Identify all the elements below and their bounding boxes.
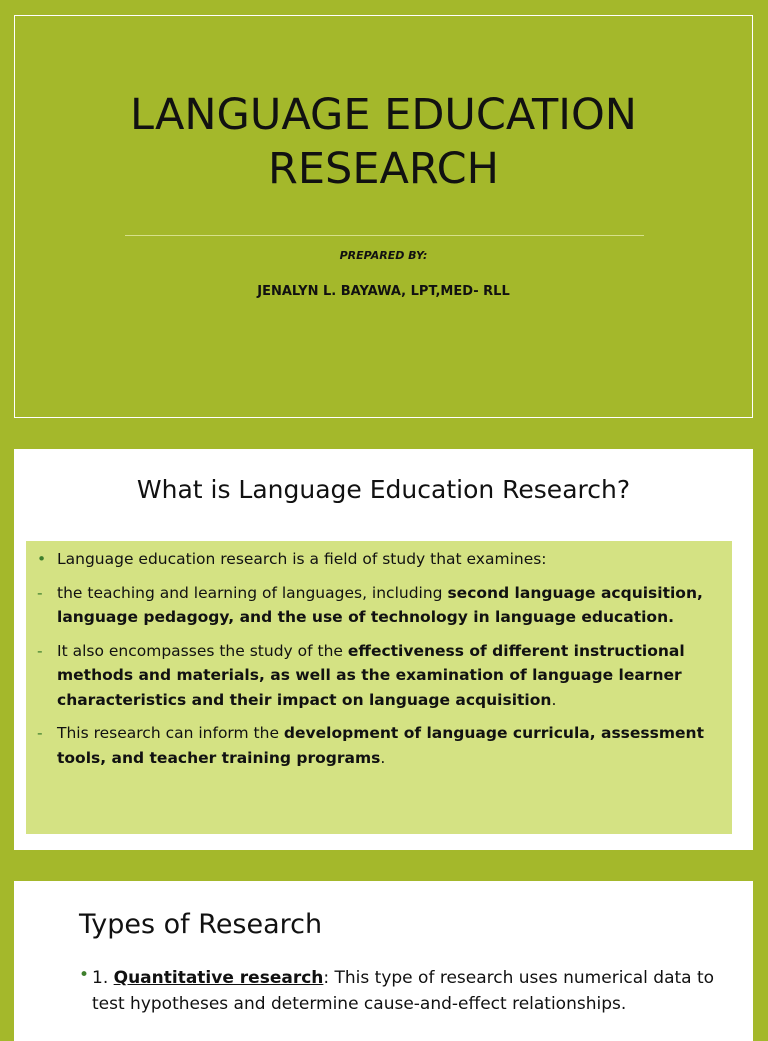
title-divider: [125, 235, 644, 236]
paragraph-text-end: .: [380, 748, 386, 767]
slide-heading: What is Language Education Research?: [136, 475, 631, 504]
dash-marker: -: [37, 641, 43, 660]
bullet-paragraph: [79, 965, 723, 1017]
paragraph-bold-text: effectiveness of different instructional methods and materials, as well as the examination of language learner characteristics and their impact on language acquisition: [57, 641, 685, 709]
bullet-paragraph: [34, 581, 724, 630]
paragraph-text: It also encompasses the study of the: [57, 641, 348, 660]
bullet-paragraph: [34, 721, 724, 770]
content-box: [26, 541, 732, 834]
item-number: 1.: [92, 968, 114, 988]
dash-marker: -: [37, 724, 43, 742]
title-line-1: LANGUAGE EDUCATION: [130, 90, 637, 140]
paragraph-bold-text: development of language curricula, assessment tools, and teacher training programs: [57, 724, 704, 767]
bullet-marker: •: [37, 550, 47, 568]
dash-marker: -: [37, 583, 43, 602]
paragraph-text: This research can inform the: [57, 724, 284, 742]
paragraph-text: : This type of research uses numerical data to test hypotheses and determine cause-and-effect relationships.: [92, 968, 715, 1014]
slide-heading: Types of Research: [79, 909, 323, 940]
bullet-paragraph: [34, 547, 724, 572]
title-slide: [14, 15, 753, 418]
paragraph-bold-text: second language acquisition, language pedagogy, and the use of technology in language education.: [57, 583, 703, 626]
author-name: JENALYN L. BAYAWA, LPT,MED- RLL: [257, 284, 510, 299]
term-quantitative-research: Quantitative research: [113, 968, 324, 988]
paragraph-text-end: .: [551, 690, 557, 709]
prepared-by-label: PREPARED BY:: [339, 249, 428, 262]
definition-slide: [14, 449, 753, 850]
paragraph-text: Language education research is a field of study that examines:: [57, 550, 547, 568]
bullet-marker: •: [79, 965, 90, 985]
types-slide: [14, 881, 753, 1041]
presentation-title: [15, 88, 752, 196]
bullet-paragraph: [34, 639, 724, 713]
title-line-2: RESEARCH: [267, 144, 500, 194]
paragraph-text: the teaching and learning of languages, including: [57, 583, 448, 602]
